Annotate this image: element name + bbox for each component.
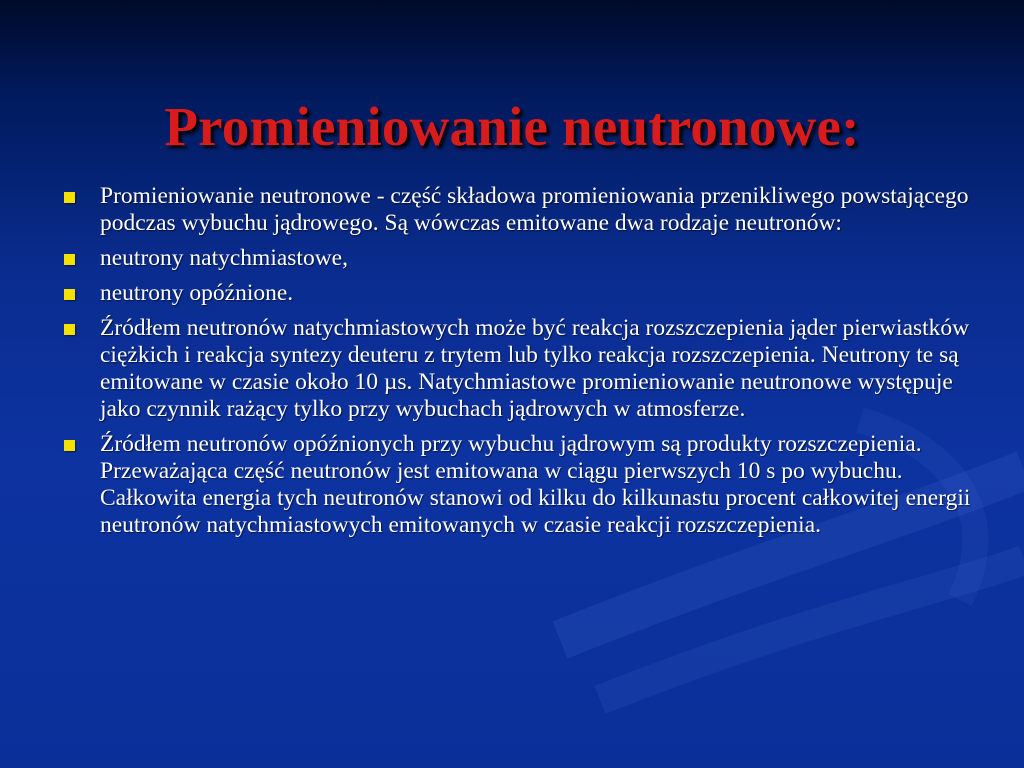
bullet-item <box>62 431 982 539</box>
bullet-text: Źródłem neutronów natychmiastowych może być reakcja rozszczepienia jąder pierwiastków ciężkich i reakcja syntezy deuteru z trytem lub tylko reakcja rozszczepienia. Neutrony te są emitowane w czasie około 10 µs. Natychmiastowe promieniowanie neutronowe występuje jako czynnik rażący tylko przy wybuchach jądrowych w atmosferze. <box>100 315 970 422</box>
bullet-text: Promieniowanie neutronowe - część składowa promieniowania przenikliwego powstającego podczas wybuchu jądrowego. Są wówczas emitowane dwa rodzaje neutronów: <box>100 183 969 236</box>
bullet-item <box>62 245 982 272</box>
bullet-item <box>62 315 982 423</box>
square-bullet-icon <box>64 324 75 335</box>
bullet-text: neutrony opóźnione. <box>100 280 294 306</box>
square-bullet-icon <box>64 254 75 265</box>
bullet-text: neutrony natychmiastowe, <box>100 245 348 271</box>
square-bullet-icon <box>64 440 75 451</box>
bullet-list <box>62 183 982 547</box>
slide-title: Promieniowanie neutronowe: <box>164 95 860 157</box>
bullet-text: Źródłem neutronów opóźnionych przy wybuchu jądrowym są produkty rozszczepienia. Przeważająca część neutronów jest emitowana w ciągu pierwszych 10 s po wybuchu. Całkowita energia tych neutronów stanowi od kilku do kilkunastu procent całkowitej energii neutronów natychmiastowych emitowanych w czasie reakcji rozszczepienia. <box>100 431 971 538</box>
bullet-item <box>62 183 982 237</box>
square-bullet-icon <box>64 192 75 203</box>
bullet-item <box>62 280 982 307</box>
square-bullet-icon <box>64 289 75 300</box>
